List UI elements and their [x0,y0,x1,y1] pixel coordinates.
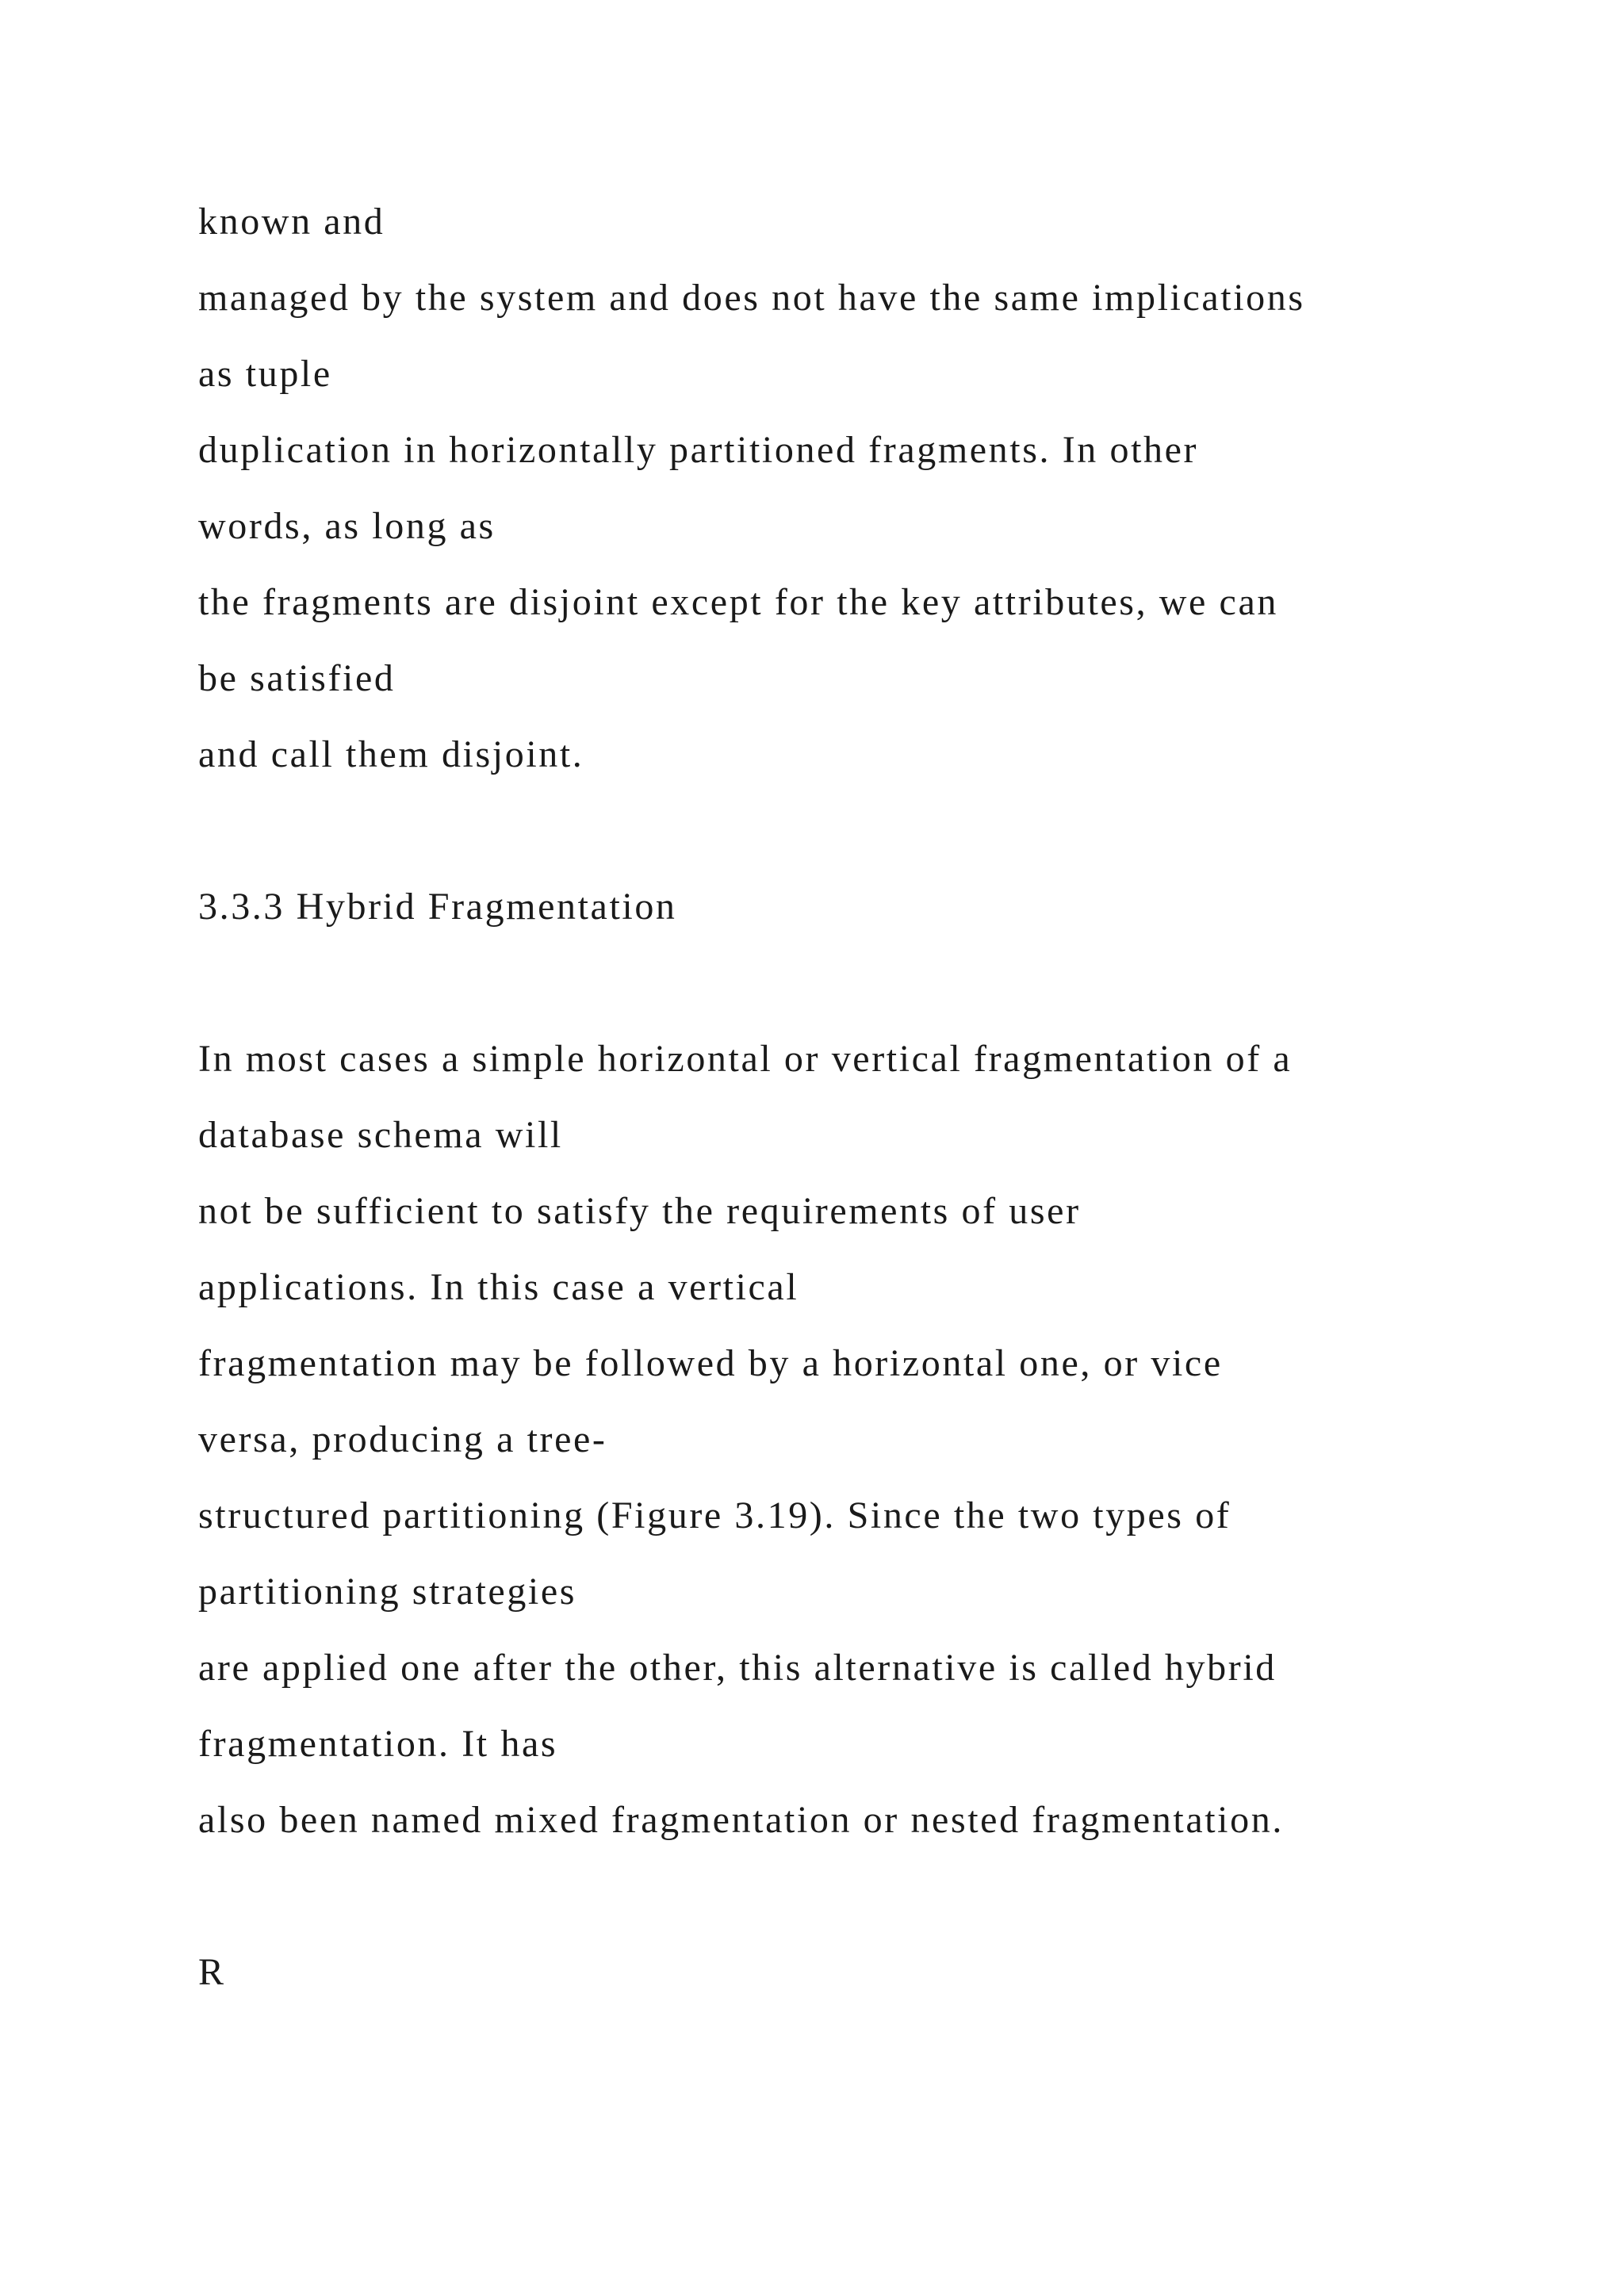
section-heading: 3.3.3 Hybrid Fragmentation [198,886,677,928]
paragraph-2-line: partitioning strategies [198,1571,577,1613]
paragraph-2-line: not be sufficient to satisfy the requirements of user [198,1190,1081,1232]
paragraph-1-line: the fragments are disjoint except for the key attributes, we can [198,581,1278,623]
paragraph-1-line: words, as long as [198,505,496,547]
paragraph-2-line: fragmentation may be followed by a horizontal one, or vice [198,1342,1223,1384]
paragraph-1-line: managed by the system and does not have the same implications [198,277,1305,319]
paragraph-2-line: database schema will [198,1114,563,1156]
paragraph-2-line: In most cases a simple horizontal or vertical fragmentation of a [198,1038,1293,1080]
paragraph-1-line: be satisfied [198,657,396,699]
trailing-fragment: R [198,1951,226,1993]
paragraph-2-line: fragmentation. It has [198,1723,558,1765]
paragraph-2-line: structured partitioning (Figure 3.19). Since the two types of [198,1494,1231,1536]
paragraph-2-line: also been named mixed fragmentation or nested fragmentation. [198,1799,1284,1841]
paragraph-1-line: as tuple [198,353,332,395]
paragraph-1-line: known and [198,201,385,243]
paragraph-2-line: versa, producing a tree- [198,1418,607,1460]
paragraph-2-line: are applied one after the other, this alternative is called hybrid [198,1647,1277,1689]
paragraph-2-line: applications. In this case a vertical [198,1266,799,1308]
paragraph-1-line: and call them disjoint. [198,733,584,775]
paragraph-1-line: duplication in horizontally partitioned fragments. In other [198,429,1199,471]
